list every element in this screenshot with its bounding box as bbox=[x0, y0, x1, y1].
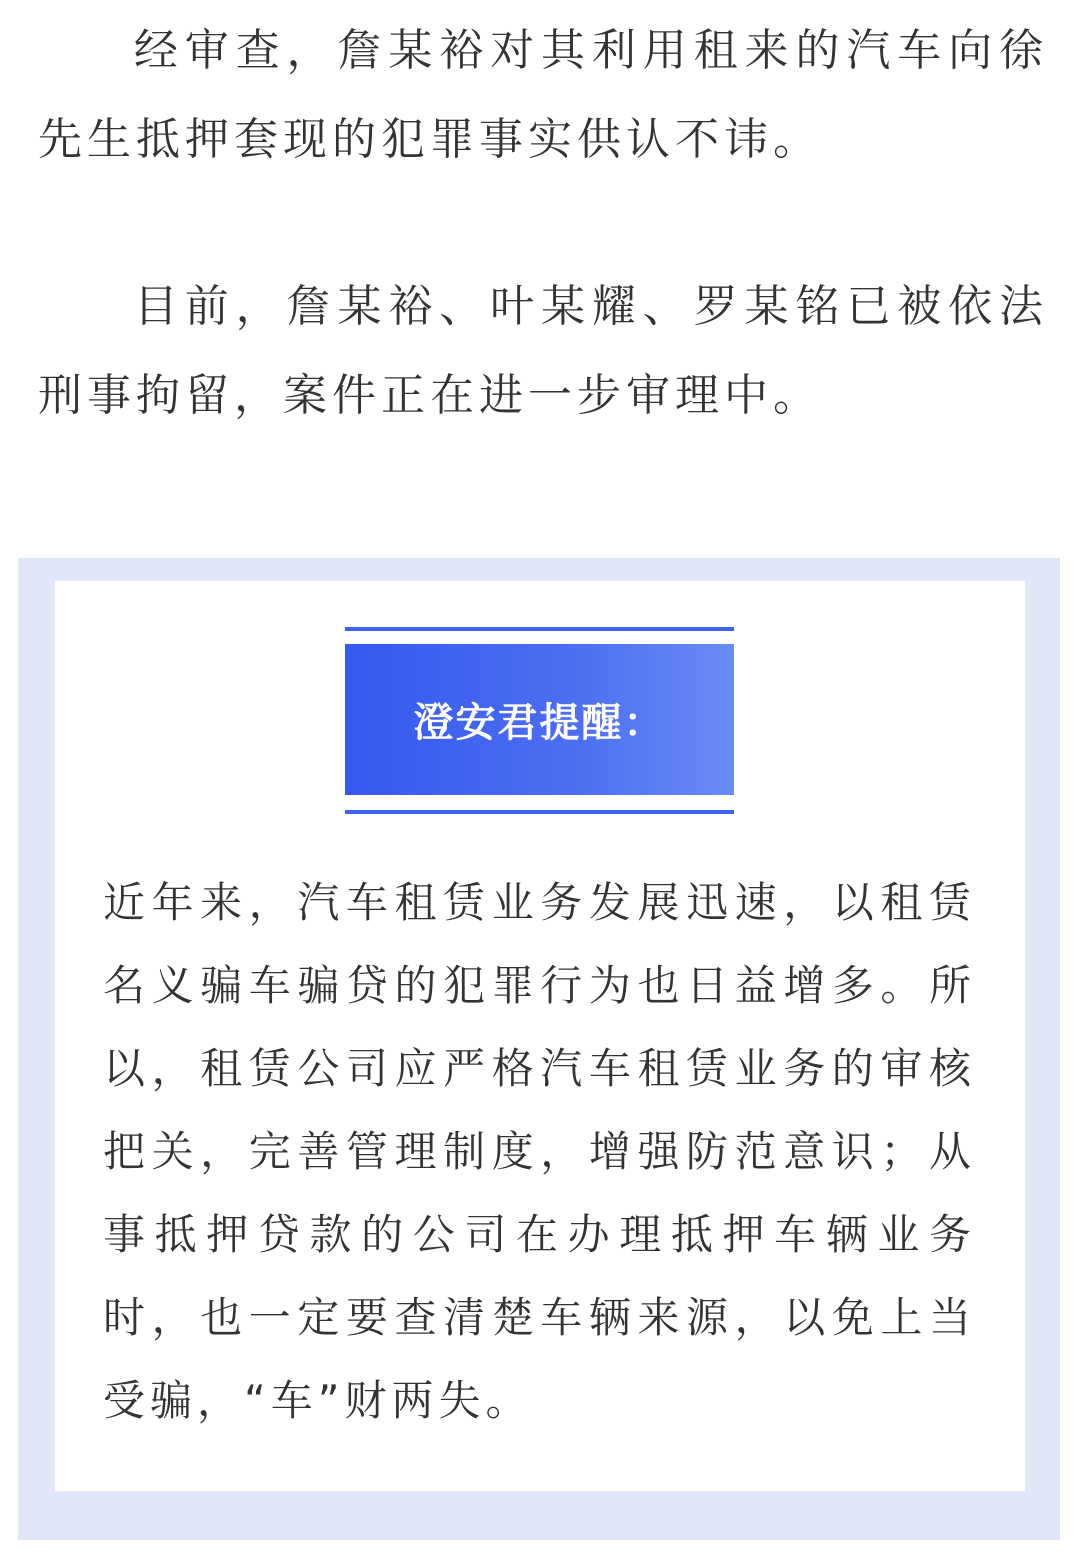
tip-title: 澄安君提醒： bbox=[413, 700, 666, 746]
tip-box bbox=[52, 578, 1028, 1494]
banner-bottom-line bbox=[345, 810, 734, 814]
article-paragraph-2-text: 目前，詹某裕、叶某耀、罗某铭已被依法刑事拘留，案件正在进一步审理中。 bbox=[38, 281, 1048, 421]
article-paragraph-1-text: 经审查，詹某裕对其利用租来的汽车向徐先生抵押套现的犯罪事实供认不讳。 bbox=[38, 25, 1048, 165]
banner-top-line bbox=[345, 627, 734, 631]
tip-box-outer-frame bbox=[18, 558, 1060, 1540]
tip-body: 近年来，汽车租赁业务发展迅速，以租赁名义骗车骗贷的犯罪行为也日益增多。所以，租赁公司应严格汽车租赁业务的审核把关，完善管理制度，增强防范意识；从事抵押贷款的公司在办理抵押车辆业务时，也一定要查清楚车辆来源，以免上当受骗，“车”财两失。 bbox=[103, 878, 976, 1425]
article-paragraph-1 bbox=[38, 6, 1048, 184]
tip-banner bbox=[345, 644, 734, 795]
article-paragraph-2 bbox=[38, 262, 1048, 440]
